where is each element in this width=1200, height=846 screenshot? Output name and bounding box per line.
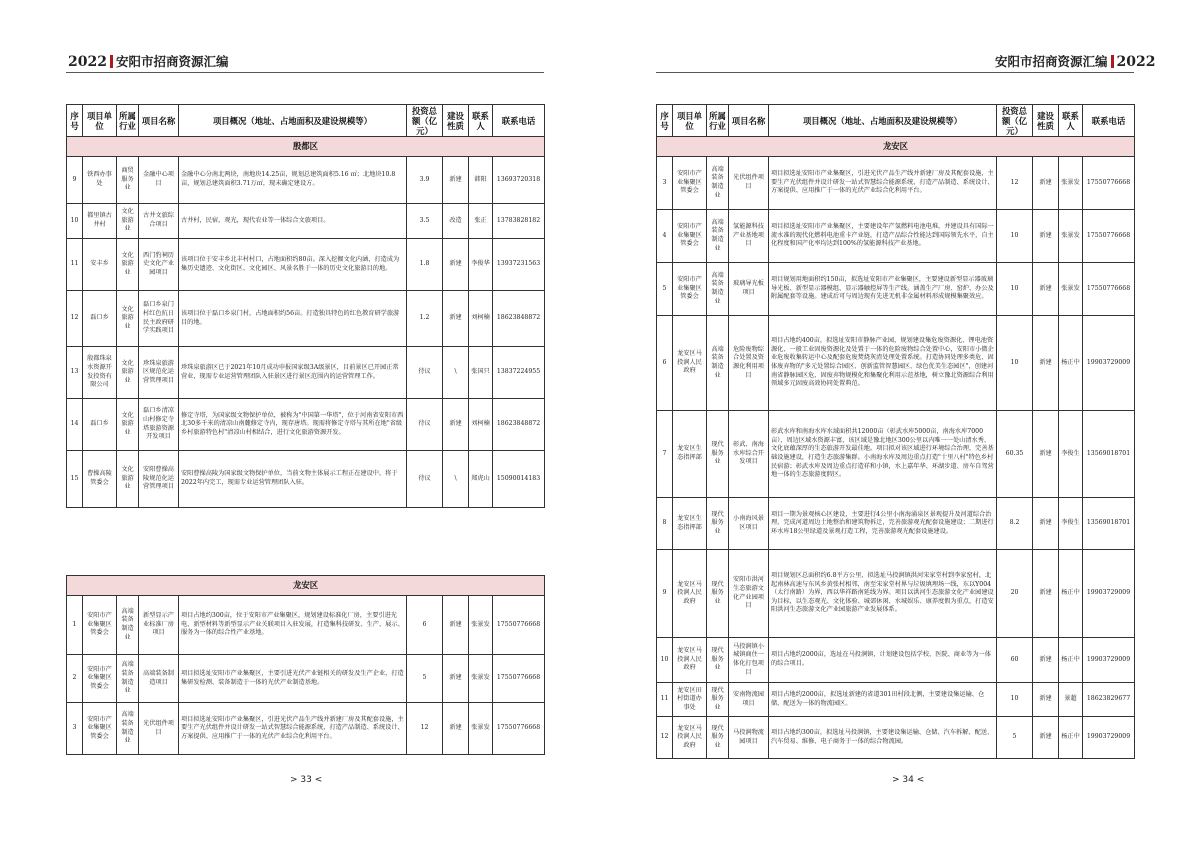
investment-amount: 待议 [407, 399, 443, 451]
page-number-left: > 33 < [290, 775, 323, 785]
column-header-investment-amount: 投资总额（亿元） [407, 105, 443, 137]
contact-person: 韩阳 [469, 157, 493, 204]
construction-nature: 新建 [1033, 717, 1059, 759]
construction-nature: 新建 [443, 239, 469, 291]
industry: 高端装备制造业 [117, 596, 139, 655]
project-name: 马投涧物流园项目 [729, 717, 769, 759]
industry: 文化旅游业 [117, 399, 139, 451]
industry: 现代服务业 [707, 683, 729, 717]
row-number: 4 [657, 210, 673, 263]
construction-nature: 新建 [1033, 638, 1059, 683]
project-description: 项目拟选址安阳市产业集聚区，主要引进光伏产业链相关的研发及生产企业，打造集研发检测、装备制造于一体的光伏产业制造基地。 [179, 655, 407, 703]
project-description: 项目占地约2000亩，拟选址新建的省道301田村段北侧，主要建设集运输、仓储、配送为一体的物流园区。 [769, 683, 997, 717]
contact-person: 杨正中 [1059, 638, 1083, 683]
project-unit: 安阳市产业集聚区管委会 [673, 210, 707, 263]
project-name: 安南物流园项目 [729, 683, 769, 717]
project-unit: 磊口乡 [83, 399, 117, 451]
contact-phone: 17550776668 [493, 703, 545, 755]
row-number: 15 [67, 451, 83, 508]
construction-nature: 新建 [443, 596, 469, 655]
contact-phone: 19903729009 [1083, 717, 1135, 759]
project-description: 项目规划区总面积约6.8平方公里，拟选址马投涧镇洪河宋家堂村到李家窑村，北起南林高速与东风乡黄张村相邻，南至宋家堂村界与垃圾填埋场一线，东以Y004（太行南路）为界，西以华祥路南延线为界。项目以洪河生态旅游文化产业园建设为目标，以生态观光、文化体验、城郊休闲、水城娱乐、康养度假为重点，打造安阳洪河生态旅游文化产业园旅游产业发展体系。 [769, 550, 997, 638]
project-unit: 龙安区马投涧人民政府 [673, 638, 707, 683]
project-description: 项目拟选址安阳市产业集聚区，引进光伏产品生产线并新建厂房及其配套设施，主要生产光伏组件并设计研发一站式智慧综合能源系统，打造产品制造、系统设计、方案提供、应用推广于一体的光伏产业综合化利用平台。 [769, 157, 997, 210]
industry: 高端装备制造业 [117, 703, 139, 755]
project-unit: 龙安区马投涧人民政府 [673, 316, 707, 411]
project-description: 项目占地约300亩，位于安阳市产业集聚区，规划建设标准化厂房，主要引进光电、新型材料等新型显示产业关联项目入驻发展，打造集科技研发、生产、展示、服务为一体的综合性产业基地。 [179, 596, 407, 655]
project-name: 古井文旅综合项目 [139, 204, 179, 239]
table-row [657, 411, 1135, 498]
project-description: 珍珠泉旅游区已于2021年10月成功申报国家级3A级景区，目前景区已开园正常营业，现需专业运营管理团队入驻景区进行景区范围内的运营管理工作。 [179, 347, 407, 399]
project-description: 项目一期为景观核心区建设，主要进行4公里小南海涌泉区景观提升及河道综合治理，完成河道周边土地整治和建筑物拆迁，完善旅游观光配套设施建设；二期进行环水库18公里绿道及景观打造工程，完善旅游观光配套设施建设。 [769, 498, 997, 550]
industry: 现代服务业 [707, 638, 729, 683]
project-description: 彰武水库和南海水库水域面积共12000亩（彰武水库5000亩，南海水库7000亩），周边区域水资源丰富，该区域是豫北地区300公里以内唯一一处山清水秀、文化底蕴深厚的生态旅游开发最佳地。项目拟对该区域进行环境综合治理，完善基础设施建设，打造生态旅游集群。小南海水库及周边重点打造"十里八村"特色乡村民宿游；彰武水库及周边重点打造祥和小镇，水上嘉年华、环湖步道、房车自驾营地一体的生态旅游度假区。 [769, 411, 997, 498]
project-name: 玻璃导光板项目 [729, 263, 769, 316]
project-description: 金融中心分南北两块，南地块14.25亩，规划总建筑面积5.16 ㎡；北地块10.8亩，规划总建筑面积3.71万㎡，现未确定建设方。 [179, 157, 407, 204]
investment-amount: 60.35 [997, 411, 1033, 498]
construction-nature: 新建 [1033, 550, 1059, 638]
construction-nature: 新建 [1033, 157, 1059, 210]
column-header-contact-person: 联系人 [1059, 105, 1083, 137]
project-description: 安阳曹操高陵为国家级文物保护单位，当前文物主体展示工程正在建设中，将于2022年内完工，现需专业运营管理团队入驻。 [179, 451, 407, 508]
project-name: 马投涧镇小城镇商住一体化打包项目 [729, 638, 769, 683]
column-header-contact-person: 联系人 [469, 105, 493, 137]
page-header-left [68, 52, 228, 70]
project-unit: 安丰乡 [83, 239, 117, 291]
investment-amount: 1.2 [407, 291, 443, 347]
section-row [67, 137, 545, 157]
investment-amount: 12 [407, 703, 443, 755]
table-row [67, 157, 545, 204]
contact-person: 张国只 [469, 347, 493, 399]
contact-person: 李俊生 [1059, 411, 1083, 498]
column-header-project-name: 项目名称 [729, 105, 769, 137]
contact-person: 景超 [1059, 683, 1083, 717]
column-header-industry: 所属行业 [707, 105, 729, 137]
header-title: 安阳市招商资源汇编 [115, 54, 229, 69]
row-number: 14 [67, 399, 83, 451]
row-number: 5 [657, 263, 673, 316]
project-unit: 曹操高陵管委会 [83, 451, 117, 508]
contact-phone: 15090014183 [493, 451, 545, 508]
section-title: 龙安区 [67, 576, 545, 596]
industry: 高端装备制造业 [117, 655, 139, 703]
page-number-right: > 34 < [892, 775, 925, 785]
header-divider [110, 55, 113, 68]
table-row [67, 291, 545, 347]
row-number: 9 [657, 550, 673, 638]
table-row [67, 655, 545, 703]
table-row [657, 638, 1135, 683]
table-row [67, 451, 545, 508]
construction-nature: \ [443, 347, 469, 399]
table-row [67, 347, 545, 399]
investment-amount: 5 [407, 655, 443, 703]
construction-nature: 新建 [443, 399, 469, 451]
project-description: 项目占地约300亩，拟选址马投涧镇，主要建设集运输、仓储、汽车拆解、配送、汽车贸易、维修、电子商务于一体的综合物流园。 [769, 717, 997, 759]
construction-nature: \ [443, 451, 469, 508]
column-header-investment-amount: 投资总额（亿元） [997, 105, 1033, 137]
contact-phone: 18623848872 [493, 291, 545, 347]
table-row [657, 717, 1135, 759]
column-header-industry: 所属行业 [117, 105, 139, 137]
contact-phone: 17550776668 [1083, 210, 1135, 263]
row-number: 10 [67, 204, 83, 239]
table-row [657, 210, 1135, 263]
project-unit: 龙安区马投涧人民政府 [673, 717, 707, 759]
section-title: 龙安区 [657, 137, 1135, 157]
project-description: 项目占地约2000亩，选址在马投涧镇，计划建设包括学校、医院、商业等为一体的综合项目。 [769, 638, 997, 683]
table-row [657, 316, 1135, 411]
construction-nature: 新建 [443, 157, 469, 204]
column-header-construction-nature: 建设性质 [1033, 105, 1059, 137]
contact-person: 郑虎山 [469, 451, 493, 508]
project-name: 安阳曹操高陵规范化运营管理项目 [139, 451, 179, 508]
header-year: 2022 [1116, 54, 1156, 70]
construction-nature: 新建 [1033, 498, 1059, 550]
row-number: 8 [657, 498, 673, 550]
construction-nature: 新建 [1033, 683, 1059, 717]
header-year: 2022 [68, 54, 107, 70]
contact-phone: 13783828182 [493, 204, 545, 239]
industry: 文化旅游业 [117, 204, 139, 239]
contact-phone: 17550776668 [493, 655, 545, 703]
project-name: 危险废物综合处置及资源化利用项目 [729, 316, 769, 411]
header-rule [66, 72, 544, 73]
project-unit: 铁西办事处 [83, 157, 117, 204]
contact-person: 杨正中 [1059, 316, 1083, 411]
contact-phone: 17550776668 [493, 596, 545, 655]
project-name: 小南海风景区项目 [729, 498, 769, 550]
row-number: 1 [67, 596, 83, 655]
contact-phone: 13937231563 [493, 239, 545, 291]
construction-nature: 改造 [443, 204, 469, 239]
contact-phone: 17550776668 [1083, 263, 1135, 316]
industry: 文化旅游业 [117, 239, 139, 291]
contact-phone: 18623829677 [1083, 683, 1135, 717]
construction-nature: 新建 [1033, 316, 1059, 411]
contact-phone: 17550776668 [1083, 157, 1135, 210]
investment-amount: 1.8 [407, 239, 443, 291]
header-divider [1111, 55, 1114, 68]
table-row [657, 498, 1135, 550]
contact-person: 李俊生 [1059, 498, 1083, 550]
contact-person: 张正 [469, 204, 493, 239]
investment-amount: 8.2 [997, 498, 1033, 550]
investment-amount: 10 [997, 210, 1033, 263]
column-header-row-number: 序号 [657, 105, 673, 137]
project-unit: 龙安区马投涧人民政府 [673, 550, 707, 638]
contact-person: 张景发 [1059, 157, 1083, 210]
row-number: 12 [657, 717, 673, 759]
table-row [67, 399, 545, 451]
row-number: 7 [657, 411, 673, 498]
project-unit: 都里镇古井村 [83, 204, 117, 239]
table-row [67, 204, 545, 239]
project-unit: 安阳市产业集聚区管委会 [673, 157, 707, 210]
construction-nature: 新建 [1033, 263, 1059, 316]
industry: 商贸服务业 [117, 157, 139, 204]
industry: 现代服务业 [707, 411, 729, 498]
row-number: 13 [67, 347, 83, 399]
table-row [67, 239, 545, 291]
row-number: 3 [67, 703, 83, 755]
page-right [600, 0, 1200, 846]
project-name: 珍珠泉旅游区规范化运营管理项目 [139, 347, 179, 399]
column-header-contact-phone: 联系电话 [493, 105, 545, 137]
contact-person: 张景发 [1059, 263, 1083, 316]
contact-phone: 19903729009 [1083, 316, 1135, 411]
investment-amount: 待议 [407, 347, 443, 399]
column-header-project-description: 项目概况（地址、占地面积及建设规模等） [179, 105, 407, 137]
contact-phone: 19903729009 [1083, 550, 1135, 638]
section-row [657, 137, 1135, 157]
project-unit: 龙安区生态指挥部 [673, 411, 707, 498]
investment-amount: 6 [407, 596, 443, 655]
column-header-project-unit: 项目单位 [83, 105, 117, 137]
contact-person: 刘柯楠 [469, 291, 493, 347]
contact-person: 张景发 [469, 655, 493, 703]
investment-amount: 10 [997, 316, 1033, 411]
investment-amount: 3.9 [407, 157, 443, 204]
project-unit: 磊口乡 [83, 291, 117, 347]
investment-amount: 5 [997, 717, 1033, 759]
contact-phone: 13693720318 [493, 157, 545, 204]
contact-person: 刘柯楠 [469, 399, 493, 451]
table-row [67, 596, 545, 655]
table-header-row [657, 105, 1135, 137]
contact-person: 张景发 [469, 703, 493, 755]
contact-phone: 19903729009 [1083, 638, 1135, 683]
industry: 文化旅游业 [117, 291, 139, 347]
column-header-project-name: 项目名称 [139, 105, 179, 137]
project-name: 高端装备制造项目 [139, 655, 179, 703]
column-header-row-number: 序号 [67, 105, 83, 137]
industry: 高端装备制造业 [707, 157, 729, 210]
column-header-project-unit: 项目单位 [673, 105, 707, 137]
table-row [657, 263, 1135, 316]
construction-nature: 新建 [443, 703, 469, 755]
row-number: 3 [657, 157, 673, 210]
contact-person: 杨正中 [1059, 550, 1083, 638]
row-number: 11 [67, 239, 83, 291]
table-row [657, 550, 1135, 638]
contact-person: 杨正中 [1059, 717, 1083, 759]
industry: 现代服务业 [707, 717, 729, 759]
construction-nature: 新建 [1033, 210, 1059, 263]
industry: 现代服务业 [707, 498, 729, 550]
row-number: 11 [657, 683, 673, 717]
industry: 高端装备制造业 [707, 263, 729, 316]
row-number: 2 [67, 655, 83, 703]
industry: 现代服务业 [707, 550, 729, 638]
project-description: 项目拟选址安阳市产业集聚区，主要建设年产氢燃料电池电堆，并建设具有国际一流水准的现代化燃料电池重卡产业链，打造产品综合性能达到国际领先水平，自主化程度和国产化率均达到100%的氢能源科技产业基地。 [769, 210, 997, 263]
project-description: 修定寺塔，为国家级文物保护单位，被称为"中国第一华塔"，位于河南省安阳市西北30多千米的清凉山南麓修定寺内，现存唐塔。现需将修定寺塔与其所在地"省级乡村旅游特色村"清凉山村相结合，进行文化旅游资源开发。 [179, 399, 407, 451]
project-unit: 安阳市产业集聚区管委会 [673, 263, 707, 316]
row-number: 10 [657, 638, 673, 683]
project-name: 光伏组件项目 [729, 157, 769, 210]
section-row [67, 576, 545, 596]
project-name: 氢能源科技产业基地项目 [729, 210, 769, 263]
project-name: 安阳市洪河生态旅游文化产业园项目 [729, 550, 769, 638]
project-description: 该项目位于磊口乡泉门村，占地面积约56亩。打造独具特色的红色教育研学旅游目的地。 [179, 291, 407, 347]
industry: 高端装备制造业 [707, 210, 729, 263]
project-name: 彰武、南海水库综合开发项目 [729, 411, 769, 498]
table-header-row [67, 105, 545, 137]
project-name: 新型显示产业标准厂房项目 [139, 596, 179, 655]
project-name: 金融中心项目 [139, 157, 179, 204]
project-unit: 安阳市产业集聚区管委会 [83, 703, 117, 755]
industry: 文化旅游业 [117, 347, 139, 399]
page-header-right [995, 52, 1155, 70]
investment-amount: 10 [997, 263, 1033, 316]
construction-nature: 新建 [1033, 411, 1059, 498]
project-description: 项目占地约400亩，拟选址安阳市静脉产业园，规划建设集危废资源化、锂电池资源化、一般工业固废资源化及处置于一体的危险废物综合处置中心，安阳市小微企业危废收集转运中心及配套危废焚烧灰渣处理处置系统。打造协同处理多类危、固体废弃物的"多元处置综合园区、创新监管智慧园区、绿色优美生态园区"，创建河南省静脉园区危、固废弃物规模化和集聚化利用示范基地，树立豫北资源综合利用领域多元固废高效协同处置典范。 [769, 316, 997, 411]
project-description: 项目拟选址安阳市产业集聚区，引进光伏产品生产线并新建厂房及其配套设施，主要生产光伏组件并设计研发一站式智慧综合能源系统，打造产品制造、系统设计、方案提供、应用推广于一体的光伏产业综合化利用平台。 [179, 703, 407, 755]
header-title: 安阳市招商资源汇编 [995, 54, 1108, 69]
project-name: 磊口乡清凉山村修定寺塔旅游资源开发项目 [139, 399, 179, 451]
industry: 文化旅游业 [117, 451, 139, 508]
project-name: 西门豹祠历史文化产业园项目 [139, 239, 179, 291]
project-table-yindu [66, 104, 545, 508]
investment-amount: 20 [997, 550, 1033, 638]
project-unit: 殷都珠泉水资源开发投资有限公司 [83, 347, 117, 399]
row-number: 9 [67, 157, 83, 204]
project-description: 项目规划用地面积约150亩，拟选址安阳市产业集聚区，主要建设新型显示器玻璃导光板、新型显示器模组、显示器触控屏等生产线。涵盖生产厂房、窑炉、办公及附属配套等设施。建成后可与周边现有先进无机非金属材料形成规模集聚效应。 [769, 263, 997, 316]
header-rule [656, 72, 1134, 73]
contact-person: 李俊华 [469, 239, 493, 291]
project-unit: 龙安区生态指挥部 [673, 498, 707, 550]
row-number: 6 [657, 316, 673, 411]
table-row [67, 703, 545, 755]
investment-amount: 3.5 [407, 204, 443, 239]
column-header-construction-nature: 建设性质 [443, 105, 469, 137]
project-description: 该项目位于安丰乡北丰村村口，占地面积约80亩。深入挖掘文化内涵，打造成为集历史遗迹、文化街区、文化园区、风景名胜于一体的历史文化旅游目的地。 [179, 239, 407, 291]
column-header-contact-phone: 联系电话 [1083, 105, 1135, 137]
construction-nature: 新建 [443, 291, 469, 347]
investment-amount: 60 [997, 638, 1033, 683]
column-header-project-description: 项目概况（地址、占地面积及建设规模等） [769, 105, 997, 137]
row-number: 12 [67, 291, 83, 347]
contact-phone: 13569018701 [1083, 411, 1135, 498]
construction-nature: 新建 [443, 655, 469, 703]
contact-person: 张景发 [469, 596, 493, 655]
project-description: 古井村，民宿，观光，现代农业等一体综合文旅项目。 [179, 204, 407, 239]
project-name: 磊口乡泉门村红色抗日民主政府研学实践项目 [139, 291, 179, 347]
project-unit: 龙安区田村街道办事处 [673, 683, 707, 717]
contact-phone: 13837224955 [493, 347, 545, 399]
project-name: 光伏组件项目 [139, 703, 179, 755]
industry: 高端装备制造业 [707, 316, 729, 411]
section-title: 殷都区 [67, 137, 545, 157]
project-table-longan-right [656, 104, 1135, 759]
contact-phone: 18623848872 [493, 399, 545, 451]
table-row [657, 683, 1135, 717]
project-unit: 安阳市产业集聚区管委会 [83, 655, 117, 703]
project-table-longan-left [66, 575, 545, 755]
project-unit: 安阳市产业集聚区管委会 [83, 596, 117, 655]
investment-amount: 待议 [407, 451, 443, 508]
table-row [657, 157, 1135, 210]
investment-amount: 12 [997, 157, 1033, 210]
contact-person: 张景发 [1059, 210, 1083, 263]
contact-phone: 13569018701 [1083, 498, 1135, 550]
investment-amount: 10 [997, 683, 1033, 717]
